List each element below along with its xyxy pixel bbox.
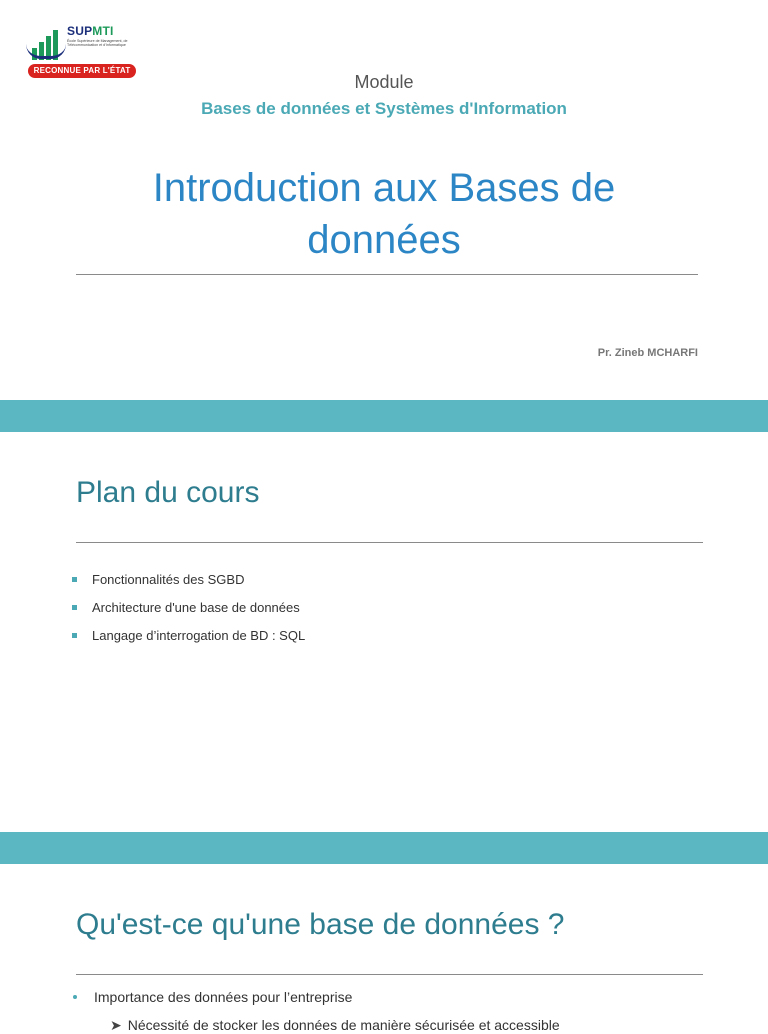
arrow-bullet-icon: ➤ — [110, 1017, 122, 1033]
title-divider — [76, 274, 698, 275]
outline-list — [72, 572, 305, 656]
title-divider — [76, 542, 703, 543]
definition-slide — [0, 864, 768, 1033]
outline-slide — [0, 432, 768, 832]
recognized-badge: RECONNUE PAR L'ÉTAT — [28, 64, 136, 78]
title-divider — [76, 974, 703, 975]
square-bullet-icon — [72, 633, 77, 638]
title-line-2: données — [307, 218, 461, 262]
square-bullet-icon — [72, 605, 77, 610]
list-item: Fonctionnalités des SGBD — [72, 572, 305, 600]
slide-title: Qu'est-ce qu'une base de données ? — [76, 908, 565, 941]
sub-list-item: ➤ Nécessité de stocker les données de manière sécurisée et accessible — [110, 1017, 560, 1033]
logo-brand: SUPMTI — [67, 24, 114, 38]
slide-title: Plan du cours — [76, 476, 260, 509]
dot-bullet-icon — [73, 995, 77, 999]
title-line-1: Introduction aux Bases de — [152, 166, 616, 210]
logo-tagline: École Supérieure de Management, de Télécommunication et d'Informatique — [67, 39, 128, 48]
list-item: Architecture d'une base de données — [72, 600, 305, 628]
logo-bars-icon — [26, 26, 66, 60]
list-item: Langage d’interrogation de BD : SQL — [72, 628, 305, 656]
content-list — [72, 988, 352, 1006]
slide-separator-band — [0, 832, 768, 864]
author-name: Pr. Zineb MCHARFI — [597, 347, 698, 359]
presentation-title — [60, 162, 708, 266]
square-bullet-icon — [72, 577, 77, 582]
module-label: Module — [354, 72, 414, 92]
list-item: Importance des données pour l’entreprise — [72, 988, 352, 1006]
title-slide — [0, 0, 768, 400]
slide-separator-band — [0, 400, 768, 432]
module-name: Bases de données et Systèmes d'Information — [201, 99, 567, 118]
